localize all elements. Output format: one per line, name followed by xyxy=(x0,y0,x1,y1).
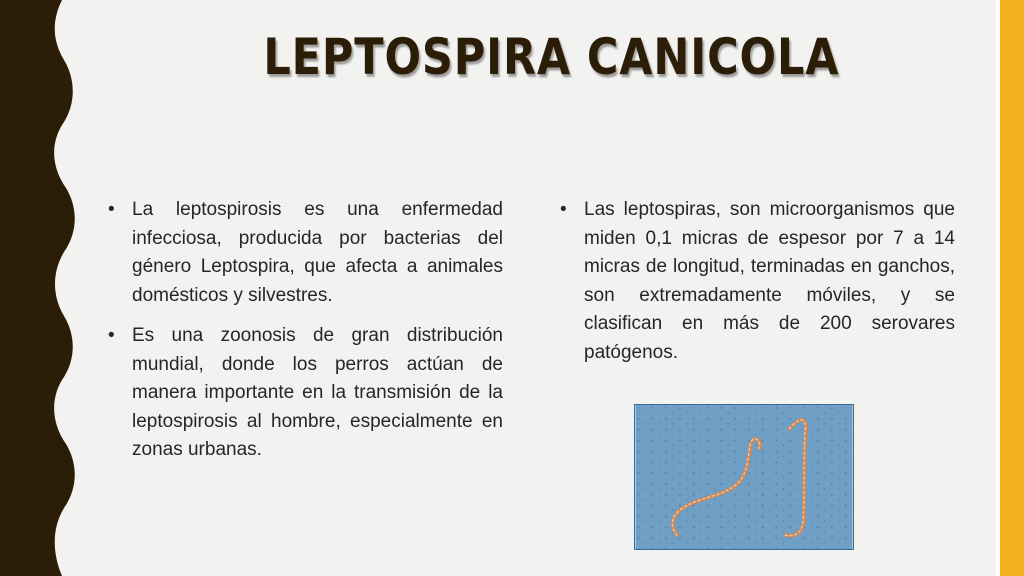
right-accent-band xyxy=(1000,0,1024,576)
bullet-text: Es una zoonosis de gran distribución mundial, donde los perros actúan de manera importante en la transmisión de la leptospirosis al hombre, especialmente en zonas urbanas. xyxy=(132,325,503,460)
left-column xyxy=(105,196,503,477)
bullet-text: La leptospirosis es una enfermedad infecciosa, producida por bacterias del género Leptospira, que afecta a animales domésticos y silvestres. xyxy=(132,199,503,306)
left-wavy-band xyxy=(0,0,80,576)
bullet-text: Las leptospiras, son microorganismos que miden 0,1 micras de espesor por 7 a 14 micras de longitud, terminadas en ganchos, son extremadamente móviles, y se clasifican en más de 200 serovares patógenos. xyxy=(584,199,955,363)
slide-title: LEPTOSPIRA CANICOLA xyxy=(263,28,840,86)
bullet-item xyxy=(557,196,955,367)
left-bullet-list xyxy=(105,196,503,465)
right-column xyxy=(557,196,955,379)
bullet-dot: • xyxy=(108,325,115,346)
bullet-dot: • xyxy=(560,199,567,220)
right-bullet-list xyxy=(557,196,955,367)
bullet-dot: • xyxy=(108,199,115,220)
leptospira-micrograph-image xyxy=(634,404,854,550)
bullet-item xyxy=(105,322,503,465)
bullet-item xyxy=(105,196,503,310)
